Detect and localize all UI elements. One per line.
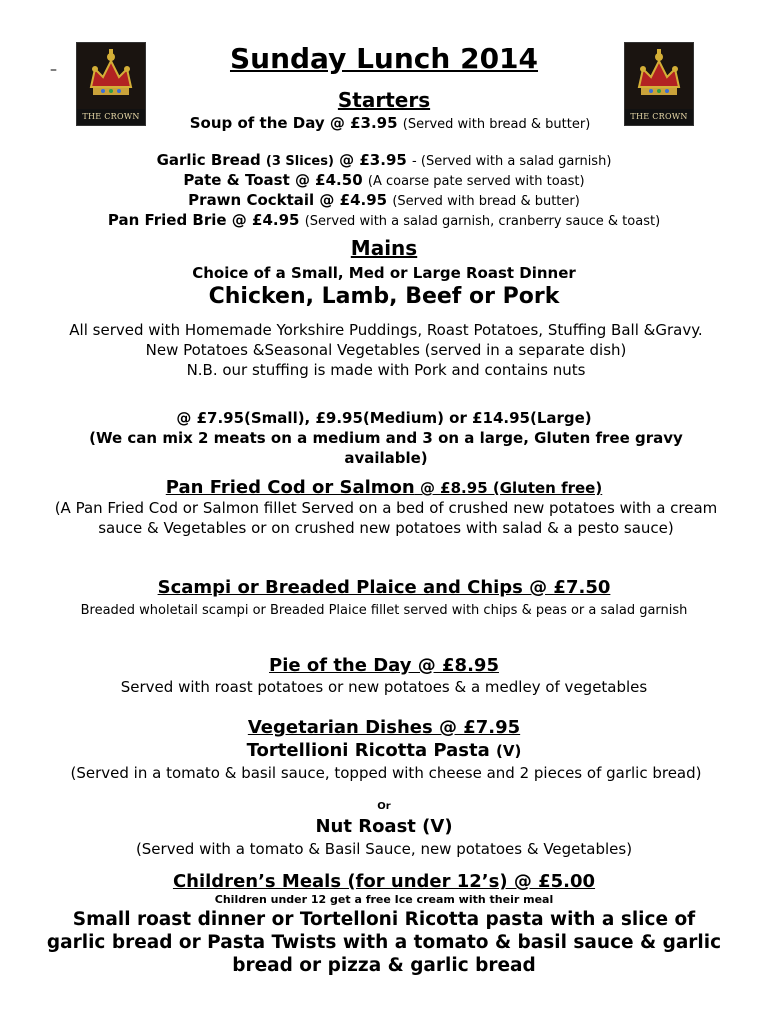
scampi-desc-text: Breaded wholetail scampi or Breaded Plaice fillet served with chips & peas or a salad garnish [80, 603, 688, 618]
starters-heading: Starters [337, 88, 431, 112]
page-title: Sunday Lunch 2014 [229, 42, 539, 75]
cod-price: @ £8.95 (Gluten free) [414, 479, 603, 497]
mains-served [60, 320, 712, 380]
starter-name: Soup of the Day @ £3.95 [189, 114, 398, 132]
starter-name: Garlic Bread [156, 151, 266, 169]
starter-name: Pate & Toast @ £4.50 [183, 171, 363, 189]
starter-item-brie [40, 210, 728, 232]
mains-heading: Mains [350, 236, 418, 260]
veg-dish-2-desc [40, 839, 728, 859]
mains-served-1: All served with Homemade Yorkshire Puddings, Roast Potatoes, Stuffing Ball &Gravy. [69, 321, 703, 339]
starter-name: Prawn Cocktail @ £4.95 [188, 191, 388, 209]
starter-item-prawn [40, 190, 728, 212]
veg-dish-1-desc [60, 763, 712, 783]
starter-desc: (A coarse pate served with toast) [367, 174, 585, 189]
veg-dish-2 [40, 816, 728, 837]
children-options-text: Small roast dinner or Tortelloni Ricotta pasta with a slice of garlic bread or Pasta Twists with a tomato & basil sauce & garlic bread or pizza & garlic bread [46, 909, 722, 976]
vegetarian-section [40, 717, 728, 738]
mains-section [40, 236, 728, 260]
stray-dash: – [50, 62, 57, 78]
veg-dish-1-name: Tortellioni Ricotta Pasta [246, 740, 497, 761]
children-section [40, 871, 728, 892]
veg-dish-2-name: Nut Roast (V) [315, 816, 453, 837]
mains-choice-text: Choice of a Small, Med or Large Roast Dinner [192, 264, 576, 282]
pie-desc-text: Served with roast potatoes or new potatoes & a medley of vegetables [120, 678, 648, 696]
scampi-section [40, 577, 728, 598]
mains-prices [40, 408, 728, 428]
cod-desc-text: (A Pan Fried Cod or Salmon fillet Served on a bed of crushed new potatoes with a cream sauce & Vegetables or on crushed new potatoes with salad & a pesto sauce) [54, 499, 718, 537]
starter-desc: (Served with a salad garnish, cranberry sauce & toast) [304, 214, 661, 229]
starter-item-pate [40, 170, 728, 192]
starter-desc: (Served with bread & butter) [402, 117, 591, 132]
mains-choice [40, 263, 728, 283]
pie-heading: Pie of the Day @ £8.95 [269, 655, 499, 676]
pie-desc [40, 677, 728, 697]
mains-meats [40, 284, 728, 309]
veg-dish-1 [40, 740, 728, 761]
starter-item-garlic-bread [40, 150, 728, 172]
scampi-heading: Scampi or Breaded Plaice and Chips @ £7.50 [157, 577, 611, 598]
starter-qty: (3 Slices) [265, 154, 334, 169]
mains-served-2: New Potatoes &Seasonal Vegetables (served in a separate dish) [145, 341, 627, 359]
vegetarian-heading: Vegetarian Dishes @ £7.95 [247, 717, 521, 738]
mains-mix [56, 428, 716, 468]
starter-desc: - (Served with a salad garnish) [412, 154, 612, 169]
veg-or-text: Or [377, 801, 391, 812]
starter-item-soup [170, 114, 610, 134]
mains-prices-text: @ £7.95(Small), £9.95(Medium) or £14.95(Large) [176, 409, 592, 427]
cod-heading: Pan Fried Cod or Salmon [165, 477, 415, 498]
starters-section [40, 88, 728, 112]
cod-section [40, 477, 728, 498]
veg-dish-1-v: (V) [496, 742, 522, 760]
veg-dish-1-desc-text: (Served in a tomato & basil sauce, topped with cheese and 2 pieces of garlic bread) [70, 764, 702, 782]
logo-caption: THE CROWN [630, 112, 688, 121]
mains-served-3: N.B. our stuffing is made with Pork and contains nuts [186, 361, 586, 379]
pie-section [40, 655, 728, 676]
veg-dish-2-desc-text: (Served with a tomato & Basil Sauce, new potatoes & Vegetables) [135, 840, 633, 858]
mains-mix-text: (We can mix 2 meats on a medium and 3 on a large, Gluten free gravy available) [89, 429, 683, 467]
starter-desc: (Served with bread & butter) [392, 194, 580, 209]
starter-name: Pan Fried Brie @ £4.95 [107, 211, 300, 229]
scampi-desc [44, 601, 724, 621]
children-heading: Children’s Meals (for under 12’s) @ £5.00 [172, 871, 596, 892]
cod-desc [48, 498, 724, 538]
logo-caption: THE CROWN [82, 112, 140, 121]
children-note-text: Children under 12 get a free Ice cream with their meal [214, 893, 554, 906]
children-options [44, 908, 724, 977]
starter-price: @ £3.95 [333, 151, 407, 169]
children-note [40, 893, 728, 906]
mains-meats-text: Chicken, Lamb, Beef or Pork [208, 284, 560, 309]
veg-or [40, 801, 728, 812]
